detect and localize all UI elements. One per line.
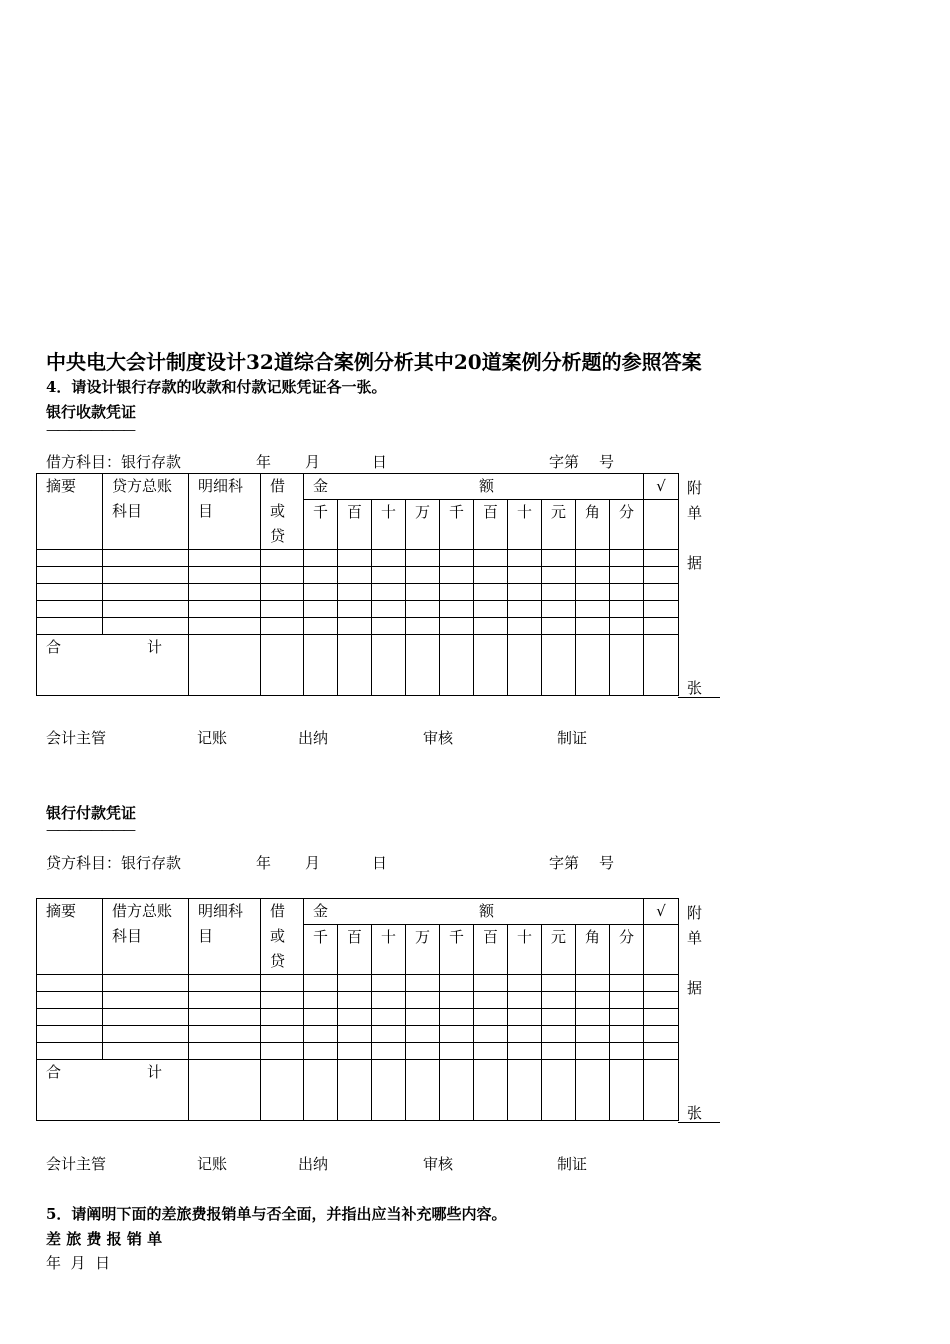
payment-year-label: 年 xyxy=(256,854,272,872)
receipt-month-label: 月 xyxy=(305,453,321,471)
receipt-digit-yuan: 元 xyxy=(542,500,576,550)
payment-voucher-table xyxy=(36,898,679,1121)
expense-form-date: 年 月 日 xyxy=(46,1254,111,1272)
receipt-detail-label-2: 目 xyxy=(198,502,214,520)
payment-digit-fen: 分 xyxy=(610,925,644,975)
receipt-sig-bookkeeper: 记账 xyxy=(197,729,228,747)
payment-dc-label-1: 借 xyxy=(270,902,286,920)
receipt-voucher-table xyxy=(36,473,679,696)
receipt-total-label xyxy=(37,635,189,696)
payment-attach-2: 单 xyxy=(687,929,703,947)
receipt-attach-3: 据 xyxy=(687,554,703,572)
receipt-col-debit-credit xyxy=(261,474,304,550)
receipt-dc-label-1: 借 xyxy=(270,477,286,495)
receipt-year-label: 年 xyxy=(256,453,272,471)
receipt-dc-label-3: 贷 xyxy=(270,527,286,545)
payment-check-mark: √ xyxy=(644,899,679,925)
payment-digit-shi: 十 xyxy=(372,925,406,975)
payment-digit-wan: 万 xyxy=(406,925,440,975)
payment-sig-preparer: 制证 xyxy=(557,1155,588,1173)
receipt-general-label-2: 科目 xyxy=(112,502,143,520)
payment-check-blank xyxy=(644,925,679,975)
payment-sig-supervisor: 会计主管 xyxy=(46,1155,107,1173)
receipt-col-amount xyxy=(304,474,644,500)
receipt-sig-preparer: 制证 xyxy=(557,729,588,747)
receipt-heading-rule: ———————— xyxy=(46,423,134,438)
expense-form-title: 差 旅 费 报 销 单 xyxy=(46,1230,163,1248)
question-5: 5．请阐明下面的差旅费报销单与否全面，并指出应当补充哪些内容。 xyxy=(46,1205,507,1223)
receipt-total-2: 计 xyxy=(147,638,163,656)
payment-col-debit-credit xyxy=(261,899,304,975)
payment-amount-label-1: 金 xyxy=(313,902,329,920)
table-row xyxy=(37,584,679,601)
receipt-attach-1: 附 xyxy=(687,479,703,497)
receipt-dc-label-2: 或 xyxy=(270,502,286,520)
payment-digit-bai: 百 xyxy=(338,925,372,975)
payment-month-label: 月 xyxy=(305,854,321,872)
payment-attach-rule xyxy=(678,1122,720,1123)
payment-credit-account: 贷方科目：银行存款 xyxy=(46,854,182,872)
receipt-digit-shi: 十 xyxy=(372,500,406,550)
table-row xyxy=(37,601,679,618)
receipt-digit-bai: 百 xyxy=(338,500,372,550)
receipt-digit-shi-2: 十 xyxy=(508,500,542,550)
receipt-check-blank xyxy=(644,500,679,550)
table-row xyxy=(37,618,679,635)
payment-summary-label: 摘要 xyxy=(46,902,77,920)
payment-general-label-1: 借方总账 xyxy=(112,902,173,920)
receipt-detail-label-1: 明细科 xyxy=(198,477,244,495)
payment-digit-qian: 千 xyxy=(304,925,338,975)
receipt-total-1: 合 xyxy=(46,638,62,656)
receipt-digit-fen: 分 xyxy=(610,500,644,550)
document-title: 中央电大会计制度设计32道综合案例分析其中20道案例分析题的参照答案 xyxy=(46,350,702,374)
question-4: 4．请设计银行存款的收款和付款记账凭证各一张。 xyxy=(46,378,387,396)
payment-general-label-2: 科目 xyxy=(112,927,143,945)
receipt-summary-label: 摘要 xyxy=(46,477,77,495)
receipt-col-general-account xyxy=(103,474,189,550)
payment-hao-label: 号 xyxy=(599,854,615,872)
receipt-digit-qian-2: 千 xyxy=(440,500,474,550)
receipt-attach-4: 张 xyxy=(687,679,703,697)
payment-dc-label-2: 或 xyxy=(270,927,286,945)
payment-digit-bai-2: 百 xyxy=(474,925,508,975)
payment-zi-label: 字第 xyxy=(549,854,580,872)
payment-col-amount xyxy=(304,899,644,925)
receipt-debit-account: 借方科目：银行存款 xyxy=(46,453,182,471)
payment-amount-label-2: 额 xyxy=(479,902,495,920)
receipt-hao-label: 号 xyxy=(599,453,615,471)
receipt-check-mark: √ xyxy=(644,474,679,500)
receipt-digit-bai-2: 百 xyxy=(474,500,508,550)
receipt-day-label: 日 xyxy=(372,453,388,471)
payment-attach-3: 据 xyxy=(687,979,703,997)
receipt-general-label-1: 贷方总账 xyxy=(112,477,173,495)
payment-total-1: 合 xyxy=(46,1063,62,1081)
receipt-digit-wan: 万 xyxy=(406,500,440,550)
payment-digit-shi-2: 十 xyxy=(508,925,542,975)
receipt-col-summary xyxy=(37,474,103,550)
table-row xyxy=(37,1043,679,1060)
table-row xyxy=(37,567,679,584)
receipt-sig-cashier: 出纳 xyxy=(298,729,329,747)
receipt-zi-label: 字第 xyxy=(549,453,580,471)
table-row xyxy=(37,992,679,1009)
receipt-amount-label-2: 额 xyxy=(479,477,495,495)
payment-detail-label-2: 目 xyxy=(198,927,214,945)
payment-day-label: 日 xyxy=(372,854,388,872)
payment-attach-1: 附 xyxy=(687,904,703,922)
table-row xyxy=(37,550,679,567)
payment-attach-4: 张 xyxy=(687,1104,703,1122)
receipt-sig-supervisor: 会计主管 xyxy=(46,729,107,747)
payment-total-label xyxy=(37,1060,189,1121)
receipt-attach-2: 单 xyxy=(687,504,703,522)
receipt-attach-rule xyxy=(678,697,720,698)
payment-col-summary xyxy=(37,899,103,975)
table-row xyxy=(37,975,679,992)
receipt-digit-jiao: 角 xyxy=(576,500,610,550)
payment-sig-cashier: 出纳 xyxy=(298,1155,329,1173)
receipt-digit-qian: 千 xyxy=(304,500,338,550)
receipt-col-detail-account xyxy=(189,474,261,550)
payment-heading-rule: ———————— xyxy=(46,823,134,838)
payment-voucher-heading: 银行付款凭证 xyxy=(46,804,137,822)
payment-sig-bookkeeper: 记账 xyxy=(197,1155,228,1173)
payment-col-general-account xyxy=(103,899,189,975)
payment-sig-reviewer: 审核 xyxy=(423,1155,454,1173)
payment-digit-yuan: 元 xyxy=(542,925,576,975)
receipt-amount-label-1: 金 xyxy=(313,477,329,495)
payment-total-2: 计 xyxy=(147,1063,163,1081)
table-row xyxy=(37,1026,679,1043)
payment-col-detail-account xyxy=(189,899,261,975)
receipt-sig-reviewer: 审核 xyxy=(423,729,454,747)
payment-digit-qian-2: 千 xyxy=(440,925,474,975)
payment-digit-jiao: 角 xyxy=(576,925,610,975)
receipt-voucher-heading: 银行收款凭证 xyxy=(46,403,137,421)
payment-detail-label-1: 明细科 xyxy=(198,902,244,920)
payment-dc-label-3: 贷 xyxy=(270,952,286,970)
table-row xyxy=(37,1009,679,1026)
